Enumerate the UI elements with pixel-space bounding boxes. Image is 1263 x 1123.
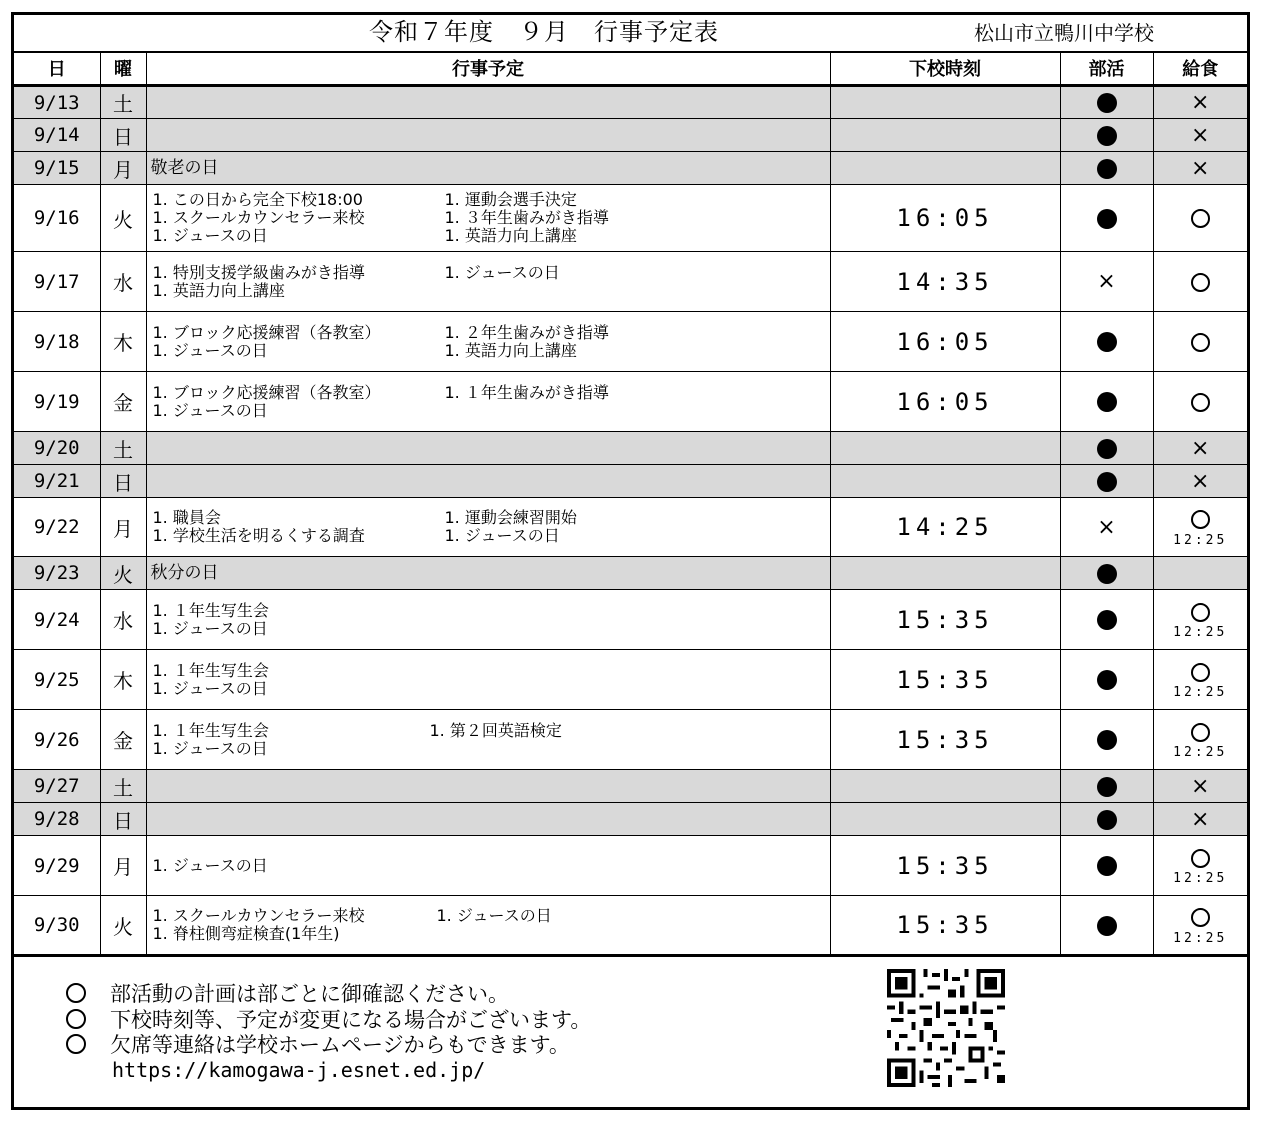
open-circle-icon xyxy=(1191,209,1210,228)
events-cell xyxy=(146,372,830,432)
events-right-column xyxy=(445,264,560,300)
lunch-time: 12:25 xyxy=(1173,930,1228,946)
open-circle-icon xyxy=(1191,849,1210,868)
filled-circle-icon xyxy=(1097,610,1117,630)
date-cell: 9/26 xyxy=(14,710,100,770)
footer xyxy=(14,958,1247,1107)
event-item: 1. １年生歯みがき指導 xyxy=(444,382,609,402)
col-header-events: 行事予定 xyxy=(146,52,830,86)
table-row xyxy=(14,152,1247,185)
date-cell: 9/24 xyxy=(14,590,100,650)
open-circle-icon xyxy=(1191,908,1210,927)
filled-circle-icon xyxy=(1097,670,1117,690)
weekday-cell: 水 xyxy=(100,252,146,312)
events-cell xyxy=(146,557,830,590)
filled-circle-icon xyxy=(1097,472,1117,492)
table-row xyxy=(14,770,1247,803)
lunch-cell xyxy=(1153,590,1247,650)
schedule-table xyxy=(14,51,1247,957)
events-cell xyxy=(146,86,830,119)
club-cell xyxy=(1060,252,1153,312)
table-row xyxy=(14,185,1247,252)
dismissal-time-cell: 16:05 xyxy=(830,185,1060,252)
table-row xyxy=(14,119,1247,152)
event-item: 1. ブロック応援練習（各教室） xyxy=(152,382,381,402)
club-cell xyxy=(1060,896,1153,956)
table-row xyxy=(14,312,1247,372)
date-cell: 9/22 xyxy=(14,498,100,557)
dismissal-time-cell: 15:35 xyxy=(830,896,1060,956)
title-row xyxy=(14,15,1247,53)
open-circle-icon xyxy=(1191,273,1210,292)
club-cell xyxy=(1060,185,1153,252)
note-text: 下校時刻等、予定が変更になる場合がございます。 xyxy=(110,1008,592,1032)
note-club-plan xyxy=(66,982,509,1006)
weekday-cell: 木 xyxy=(100,650,146,710)
filled-circle-icon xyxy=(1097,439,1117,459)
dismissal-time-cell: 15:35 xyxy=(830,590,1060,650)
events-right-column xyxy=(445,324,609,360)
circle-bullet-icon xyxy=(66,983,86,1003)
lunch-time: 12:25 xyxy=(1173,625,1228,640)
date-cell: 9/17 xyxy=(14,252,100,312)
events-left-column xyxy=(153,857,445,875)
dismissal-time-cell: 16:05 xyxy=(830,312,1060,372)
holiday-label: 敬老の日 xyxy=(150,158,219,178)
club-cell xyxy=(1060,312,1153,372)
date-cell: 9/15 xyxy=(14,152,100,185)
event-item: 1. ジュースの日 xyxy=(152,678,268,698)
event-item: 1. ジュースの日 xyxy=(152,400,268,420)
event-item: 1. 運動会選手決定 xyxy=(444,190,577,209)
events-left-column xyxy=(153,907,437,943)
weekday-cell: 日 xyxy=(100,803,146,836)
events-cell xyxy=(146,465,830,498)
cross-icon: × xyxy=(1191,122,1210,148)
lunch-cell xyxy=(1153,836,1247,896)
events-left-column xyxy=(153,509,445,545)
date-cell: 9/16 xyxy=(14,185,100,252)
event-item: 1. ２年生歯みがき指導 xyxy=(444,322,609,342)
event-item: 1. スクールカウンセラー来校 xyxy=(152,208,365,227)
filled-circle-icon xyxy=(1097,564,1117,584)
weekday-cell: 日 xyxy=(100,465,146,498)
club-cell xyxy=(1060,836,1153,896)
filled-circle-icon xyxy=(1097,392,1117,412)
club-cell xyxy=(1060,152,1153,185)
date-cell: 9/18 xyxy=(14,312,100,372)
club-cell xyxy=(1060,498,1153,557)
events-cell xyxy=(146,650,830,710)
open-circle-icon xyxy=(1191,603,1210,622)
cross-icon: × xyxy=(1191,806,1210,832)
cross-icon: × xyxy=(1097,269,1116,294)
events-cell xyxy=(146,770,830,803)
lunch-cell xyxy=(1153,557,1247,590)
open-circle-icon xyxy=(1191,393,1210,412)
filled-circle-icon xyxy=(1097,332,1117,352)
open-circle-icon xyxy=(1191,723,1210,742)
events-right-column xyxy=(445,509,577,545)
filled-circle-icon xyxy=(1097,810,1117,830)
holiday-label: 秋分の日 xyxy=(150,563,219,583)
date-cell: 9/23 xyxy=(14,557,100,590)
date-cell: 9/21 xyxy=(14,465,100,498)
table-row xyxy=(14,803,1247,836)
cross-icon: × xyxy=(1191,155,1210,181)
event-item: 1. １年生写生会 xyxy=(152,600,269,620)
dismissal-time-cell xyxy=(830,803,1060,836)
col-header-dow: 曜 xyxy=(100,52,146,86)
cross-icon: × xyxy=(1191,435,1210,461)
club-cell xyxy=(1060,86,1153,119)
schedule-sheet xyxy=(11,12,1250,1110)
weekday-cell: 月 xyxy=(100,836,146,896)
filled-circle-icon xyxy=(1097,93,1117,113)
date-cell: 9/13 xyxy=(14,86,100,119)
date-cell: 9/28 xyxy=(14,803,100,836)
lunch-cell xyxy=(1153,650,1247,710)
cross-icon: × xyxy=(1191,773,1210,799)
cross-icon: × xyxy=(1191,468,1210,494)
club-cell xyxy=(1060,372,1153,432)
table-row xyxy=(14,252,1247,312)
open-circle-icon xyxy=(1191,333,1210,352)
col-header-lunch: 給食 xyxy=(1153,52,1247,86)
events-right-column xyxy=(437,907,552,943)
events-cell xyxy=(146,152,830,185)
club-cell xyxy=(1060,119,1153,152)
note-text: 部活動の計画は部ごとに御確認ください。 xyxy=(110,982,509,1006)
event-item: 1. ジュースの日 xyxy=(152,618,268,638)
event-item: 1. 特別支援学級歯みがき指導 xyxy=(152,262,365,282)
dismissal-time-cell: 15:35 xyxy=(830,710,1060,770)
school-url-link[interactable]: https://kamogawa-j.esnet.ed.jp/ xyxy=(112,1058,486,1082)
events-cell xyxy=(146,432,830,465)
events-right-column xyxy=(445,191,609,245)
club-cell xyxy=(1060,432,1153,465)
events-right-column xyxy=(445,384,609,420)
events-left-column xyxy=(153,662,445,698)
events-cell xyxy=(146,312,830,372)
weekday-cell: 火 xyxy=(100,185,146,252)
events-cell xyxy=(146,119,830,152)
open-circle-icon xyxy=(1191,510,1210,529)
weekday-cell: 土 xyxy=(100,432,146,465)
open-circle-icon xyxy=(1191,663,1210,682)
events-left-column xyxy=(153,384,445,420)
event-item: 1. ジュースの日 xyxy=(444,526,560,545)
event-item: 1. １年生写生会 xyxy=(152,720,269,740)
events-left-column xyxy=(153,264,445,300)
dismissal-time-cell: 16:05 xyxy=(830,372,1060,432)
col-header-dismissal: 下校時刻 xyxy=(830,52,1060,86)
weekday-cell: 火 xyxy=(100,896,146,956)
events-left-column xyxy=(153,324,445,360)
lunch-cell xyxy=(1153,185,1247,252)
table-row xyxy=(14,557,1247,590)
event-item: 1. 英語力向上講座 xyxy=(444,226,577,245)
filled-circle-icon xyxy=(1097,126,1117,146)
lunch-cell xyxy=(1153,465,1247,498)
event-item: 1. ジュースの日 xyxy=(152,226,268,245)
club-cell xyxy=(1060,557,1153,590)
event-item: 1. 英語力向上講座 xyxy=(152,280,285,300)
events-cell xyxy=(146,590,830,650)
table-row xyxy=(14,650,1247,710)
dismissal-time-cell: 15:35 xyxy=(830,650,1060,710)
event-item: 1. 運動会練習開始 xyxy=(444,508,577,527)
club-cell xyxy=(1060,803,1153,836)
table-row xyxy=(14,498,1247,557)
events-cell xyxy=(146,252,830,312)
circle-bullet-icon xyxy=(66,1009,86,1029)
lunch-cell xyxy=(1153,710,1247,770)
events-left-column xyxy=(153,191,445,245)
dismissal-time-cell xyxy=(830,119,1060,152)
table-row xyxy=(14,710,1247,770)
club-cell xyxy=(1060,465,1153,498)
filled-circle-icon xyxy=(1097,916,1117,936)
lunch-time: 12:25 xyxy=(1173,685,1228,700)
dismissal-time-cell xyxy=(830,557,1060,590)
school-name: 松山市立鴨川中学校 xyxy=(974,21,1154,45)
lunch-cell xyxy=(1153,770,1247,803)
weekday-cell: 火 xyxy=(100,557,146,590)
dismissal-time-cell: 15:35 xyxy=(830,836,1060,896)
page-title: 令和７年度 ９月 行事予定表 xyxy=(369,18,719,46)
lunch-cell xyxy=(1153,896,1247,956)
filled-circle-icon xyxy=(1097,856,1117,876)
date-cell: 9/14 xyxy=(14,119,100,152)
events-cell xyxy=(146,836,830,896)
note-text: 欠席等連絡は学校ホームページからもできます。 xyxy=(110,1033,570,1057)
weekday-cell: 金 xyxy=(100,372,146,432)
event-item: 1. 第２回英語検定 xyxy=(429,720,562,740)
events-cell xyxy=(146,185,830,252)
lunch-time: 12:25 xyxy=(1173,745,1228,760)
note-absence-contact xyxy=(66,1033,570,1057)
event-item: 1. ブロック応援練習（各教室） xyxy=(152,322,381,342)
table-row xyxy=(14,590,1247,650)
events-cell xyxy=(146,710,830,770)
lunch-time: 12:25 xyxy=(1173,532,1228,548)
event-item: 1. １年生写生会 xyxy=(152,660,269,680)
col-header-date: 日 xyxy=(14,52,100,86)
event-item: 1. この日から完全下校18:00 xyxy=(152,190,363,209)
event-item: 1. 脊柱側弯症検査(1年生) xyxy=(152,924,340,943)
header-row xyxy=(14,52,1247,86)
event-item: 1. ３年生歯みがき指導 xyxy=(444,208,609,227)
events-cell xyxy=(146,498,830,557)
event-item: 1. 英語力向上講座 xyxy=(444,340,577,360)
event-item: 1. スクールカウンセラー来校 xyxy=(152,906,365,925)
event-item: 1. ジュースの日 xyxy=(444,262,560,282)
dismissal-time-cell: 14:25 xyxy=(830,498,1060,557)
weekday-cell: 金 xyxy=(100,710,146,770)
weekday-cell: 水 xyxy=(100,590,146,650)
events-cell xyxy=(146,803,830,836)
lunch-cell xyxy=(1153,152,1247,185)
lunch-cell xyxy=(1153,86,1247,119)
weekday-cell: 土 xyxy=(100,86,146,119)
events-left-column xyxy=(153,602,445,638)
club-cell xyxy=(1060,590,1153,650)
table-row xyxy=(14,465,1247,498)
events-left-column xyxy=(153,722,430,758)
date-cell: 9/20 xyxy=(14,432,100,465)
filled-circle-icon xyxy=(1097,159,1117,179)
dismissal-time-cell xyxy=(830,86,1060,119)
event-item: 1. 職員会 xyxy=(152,508,221,527)
cross-icon: × xyxy=(1191,90,1210,115)
note-schedule-change xyxy=(66,1008,591,1032)
date-cell: 9/25 xyxy=(14,650,100,710)
filled-circle-icon xyxy=(1097,730,1117,750)
table-row xyxy=(14,432,1247,465)
table-row xyxy=(14,372,1247,432)
event-item: 1. ジュースの日 xyxy=(152,340,268,360)
events-cell xyxy=(146,896,830,956)
weekday-cell: 日 xyxy=(100,119,146,152)
table-row xyxy=(14,896,1247,956)
club-cell xyxy=(1060,770,1153,803)
event-item: 1. ジュースの日 xyxy=(436,906,552,925)
dismissal-time-cell: 14:35 xyxy=(830,252,1060,312)
weekday-cell: 月 xyxy=(100,498,146,557)
table-row xyxy=(14,86,1247,119)
event-item: 1. 学校生活を明るくする調査 xyxy=(152,526,365,545)
weekday-cell: 木 xyxy=(100,312,146,372)
lunch-time: 12:25 xyxy=(1173,871,1228,886)
cross-icon: × xyxy=(1097,514,1116,540)
weekday-cell: 月 xyxy=(100,152,146,185)
events-right-column xyxy=(430,722,562,758)
lunch-cell xyxy=(1153,803,1247,836)
lunch-cell xyxy=(1153,312,1247,372)
lunch-cell xyxy=(1153,252,1247,312)
qr-code-icon[interactable] xyxy=(887,964,1005,1092)
lunch-cell xyxy=(1153,498,1247,557)
lunch-cell xyxy=(1153,372,1247,432)
circle-bullet-icon xyxy=(66,1034,86,1054)
date-cell: 9/29 xyxy=(14,836,100,896)
date-cell: 9/27 xyxy=(14,770,100,803)
col-header-club: 部活 xyxy=(1060,52,1153,86)
dismissal-time-cell xyxy=(830,152,1060,185)
dismissal-time-cell xyxy=(830,432,1060,465)
club-cell xyxy=(1060,710,1153,770)
club-cell xyxy=(1060,650,1153,710)
lunch-cell xyxy=(1153,432,1247,465)
table-row xyxy=(14,836,1247,896)
date-cell: 9/30 xyxy=(14,896,100,956)
event-item: 1. ジュースの日 xyxy=(152,855,268,875)
dismissal-time-cell xyxy=(830,770,1060,803)
date-cell: 9/19 xyxy=(14,372,100,432)
filled-circle-icon xyxy=(1097,777,1117,797)
filled-circle-icon xyxy=(1097,209,1117,229)
weekday-cell: 土 xyxy=(100,770,146,803)
event-item: 1. ジュースの日 xyxy=(152,738,268,758)
dismissal-time-cell xyxy=(830,465,1060,498)
lunch-cell xyxy=(1153,119,1247,152)
